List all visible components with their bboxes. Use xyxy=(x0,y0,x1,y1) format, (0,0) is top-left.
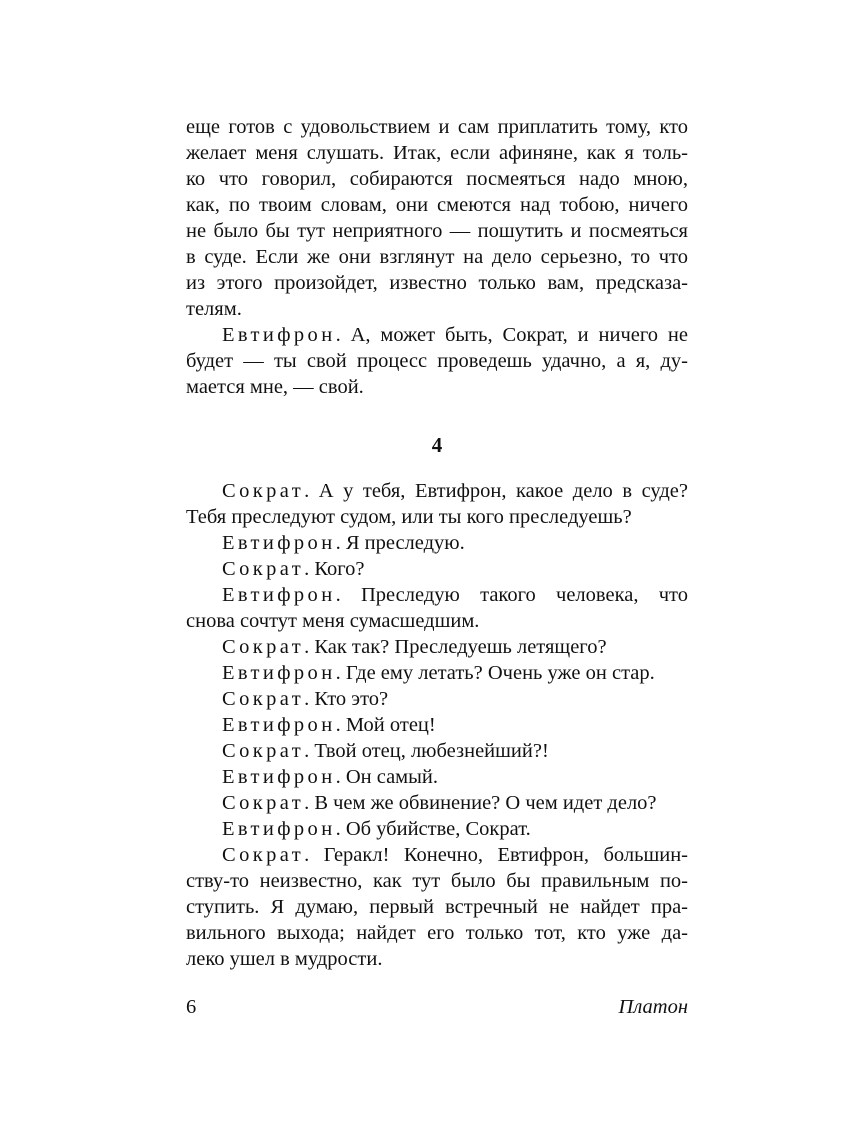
page-number: 6 xyxy=(186,996,197,1018)
speech-text: . Он самый. xyxy=(335,766,439,788)
speech-text: . В чем же обвинение? О чем идет дело? xyxy=(304,792,657,814)
dialogue-line xyxy=(186,816,688,842)
text-line: телям. xyxy=(186,298,242,320)
speech-text: . Кто это? xyxy=(304,688,389,710)
dialogue-line xyxy=(186,582,688,608)
dialogue-line xyxy=(186,686,688,712)
dialogue-line xyxy=(186,712,688,738)
text-line: снова сочтут меня сумасшедшим. xyxy=(186,610,480,632)
speech-text: . Кого? xyxy=(304,558,365,580)
speaker-name: Сократ xyxy=(222,688,305,710)
dialogue-line xyxy=(186,790,688,816)
paragraph-continuation xyxy=(186,114,688,322)
speech-text: . А у тебя, Евтифрон, какое дело в суде? xyxy=(304,480,688,502)
speech-text: . Преследую такого человека, что xyxy=(335,584,688,606)
speaker-name: Евтифрон xyxy=(222,766,336,788)
speech-text: . А, может быть, Сократ, и ничего не xyxy=(335,324,688,346)
text-line: леко ушел в мудрости. xyxy=(186,948,383,970)
speech-text: . Мой отец! xyxy=(335,714,436,736)
text-line: будет — ты свой процесс проведешь удачно, а я, ду- xyxy=(186,350,688,372)
speech-text: . Геракл! Конечно, Евтифрон, большин- xyxy=(304,844,688,866)
running-title: Платон xyxy=(618,996,688,1018)
dialogue-line xyxy=(186,556,688,582)
speaker-name: Евтифрон xyxy=(222,584,336,606)
speaker-name: Евтифрон xyxy=(222,818,336,840)
text-line: еще готов с удовольствием и сам приплатить тому, кто xyxy=(186,116,688,138)
speech-text: . Об убийстве, Сократ. xyxy=(335,818,531,840)
dialogue-line xyxy=(186,660,688,686)
speaker-name: Сократ xyxy=(222,558,305,580)
text-line: желает меня слушать. Итак, если афиняне, как я толь- xyxy=(186,142,688,164)
speaker-name: Сократ xyxy=(222,740,305,762)
dialogue-line xyxy=(186,530,688,556)
speech-text: . Как так? Преследуешь летящего? xyxy=(304,636,607,658)
dialogue-line xyxy=(186,738,688,764)
speaker-name: Сократ xyxy=(222,844,305,866)
speaker-name: Евтифрон xyxy=(222,662,336,684)
page-body xyxy=(186,114,688,972)
dialogue-reply xyxy=(186,322,688,400)
dialogue-section xyxy=(186,478,688,972)
dialogue-line xyxy=(186,322,688,348)
speech-text: . Где ему летать? Очень уже он стар. xyxy=(335,662,655,684)
text-line: ству-то неизвестно, как тут было бы правильным по- xyxy=(186,870,688,892)
speaker-name: Евтифрон xyxy=(222,714,336,736)
speaker-name: Сократ xyxy=(222,480,305,502)
text-line: в суде. Если же они взглянут на дело серьезно, то что xyxy=(186,246,688,268)
speaker-name: Сократ xyxy=(222,792,305,814)
text-line: Тебя преследуют судом, или ты кого преследуешь? xyxy=(186,506,632,528)
dialogue-line xyxy=(186,478,688,504)
speech-text: . Твой отец, любезнейший?! xyxy=(304,740,549,762)
speaker-name: Евтифрон xyxy=(222,532,336,554)
text-line: как, по твоим словам, они смеются над тобою, ничего xyxy=(186,194,688,216)
speaker-name: Сократ xyxy=(222,636,305,658)
page-footer xyxy=(186,994,688,1020)
text-line: ступить. Я думаю, первый встречный не найдет пра- xyxy=(186,896,688,918)
text-line: не было бы тут неприятного — пошутить и посмеяться xyxy=(186,220,688,242)
text-line: мается мне, — свой. xyxy=(186,376,364,398)
text-line: из этого произойдет, известно только вам, предсказа- xyxy=(186,272,688,294)
dialogue-line xyxy=(186,842,688,868)
speaker-name: Евтифрон xyxy=(222,324,336,346)
text-line: вильного выхода; найдет его только тот, кто уже да- xyxy=(186,922,688,944)
text-line: ко что говорил, собираются посмеяться надо мною, xyxy=(186,168,688,190)
section-number: 4 xyxy=(431,433,443,457)
dialogue-line xyxy=(186,764,688,790)
dialogue-line xyxy=(186,634,688,660)
speech-text: . Я преследую. xyxy=(335,532,465,554)
